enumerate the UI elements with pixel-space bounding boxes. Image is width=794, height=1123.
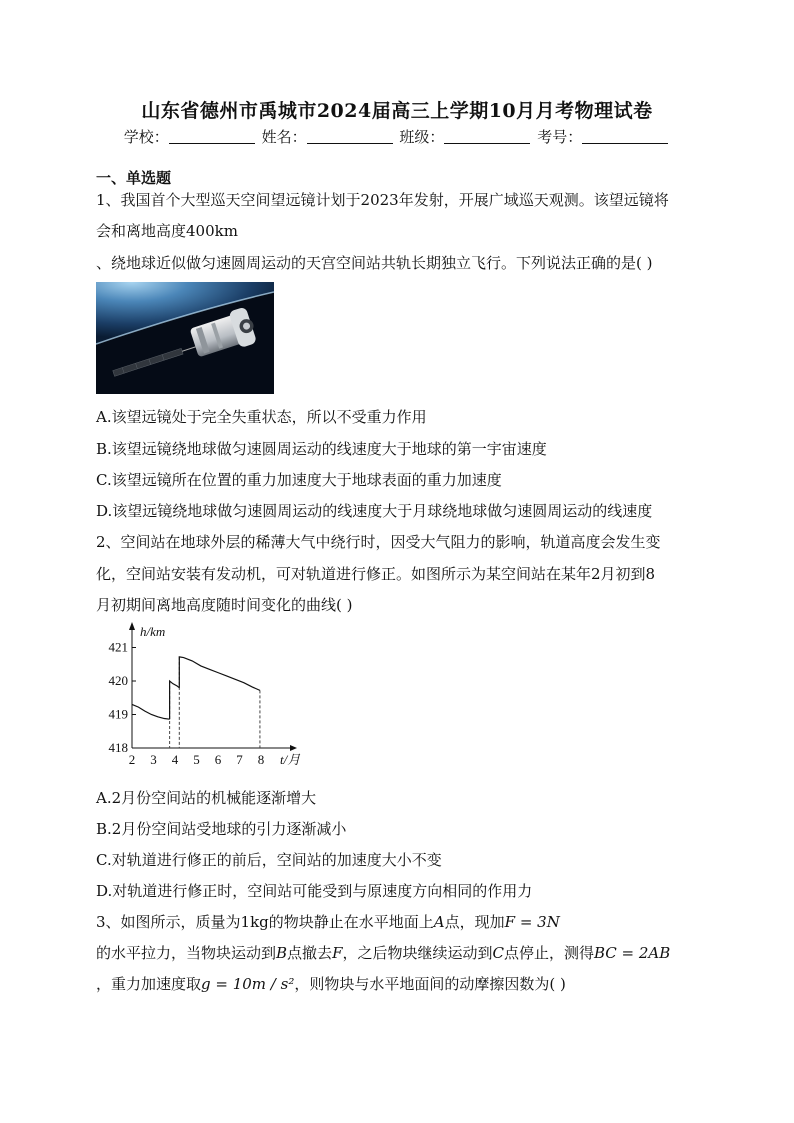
space-station-illustration: [96, 282, 274, 394]
q3-point-b: B: [276, 944, 288, 962]
altitude-chart: [96, 620, 316, 770]
y-tick-label: 418: [108, 740, 128, 755]
q1-line3: 、绕地球近似做匀速圆周运动的天宫空间站共轨长期独立飞行。下列说法正确的是( ): [96, 254, 653, 272]
y-tick-label: 419: [108, 706, 128, 722]
class-blank[interactable]: [444, 129, 530, 144]
x-tick-label: 7: [236, 752, 243, 767]
q3-line1: [96, 911, 560, 932]
q3-point-a: A: [433, 913, 445, 931]
y-axis-label: h/km: [140, 624, 166, 639]
student-info-line: [0, 126, 794, 147]
q3-line3: [96, 973, 566, 994]
class-label: 班级：: [399, 128, 445, 146]
school-blank[interactable]: [169, 129, 255, 144]
q2-option-a: A.2月份空间站的机械能逐渐增大: [96, 789, 317, 807]
name-label: 姓名：: [261, 128, 307, 146]
x-tick-label: 2: [128, 752, 136, 767]
q3-text: 的水平拉力，当物块运动到: [96, 944, 277, 962]
altitude-chart-svg: [96, 620, 316, 770]
y-tick-label: 420: [108, 673, 128, 688]
q3-text: ，重力加速度取: [96, 975, 202, 993]
altitude-curve-1: [170, 681, 180, 719]
q2-line2: 化，空间站安装有发动机，可对轨道进行修正。如图所示为某空间站在某年2月初到8: [96, 565, 656, 583]
q2-line1: 2、空间站在地球外层的稀薄大气中绕行时，因受大气阻力的影响，轨道高度会发生变: [96, 533, 661, 551]
x-tick-label: 6: [214, 752, 222, 767]
name-blank[interactable]: [307, 129, 393, 144]
q3-force: F = 3N: [504, 913, 560, 931]
q3-text: 3、如图所示，质量为1kg的物块静止在水平地面上: [96, 913, 434, 931]
q2-option-b: B.2月份空间站受地球的引力逐渐减小: [96, 820, 347, 838]
x-axis-label: t/月: [280, 752, 301, 767]
x-axis-arrow: [290, 745, 297, 751]
altitude-curve-0: [132, 704, 170, 719]
q3-point-c: C: [492, 944, 504, 962]
q1-option-d: D.该望远镜绕地球做匀速圆周运动的线速度大于月球绕地球做匀速圆周运动的线速度: [96, 502, 653, 520]
y-axis-arrow: [129, 622, 135, 630]
q3-text: 点，现加: [444, 913, 505, 931]
section-heading: 一、单选题: [96, 169, 172, 187]
exam-title: 山东省德州市禹城市2024届高三上学期10月月考物理试卷: [141, 100, 653, 122]
q2-option-d: D.对轨道进行修正时，空间站可能受到与原速度方向相同的作用力: [96, 882, 533, 900]
q3-gravity: g = 10m / s²: [201, 975, 295, 993]
q2-option-c: C.对轨道进行修正的前后，空间站的加速度大小不变: [96, 851, 442, 869]
q1-line1: 1、我国首个大型巡天空间望远镜计划于2023年发射，开展广域巡天观测。该望远镜将: [96, 191, 669, 209]
q3-text: ，则物块与水平地面间的动摩擦因数为( ): [294, 975, 566, 993]
x-tick-label: 8: [257, 752, 265, 767]
x-tick-label: 5: [193, 752, 200, 767]
q1-option-a: A.该望远镜处于完全失重状态，所以不受重力作用: [96, 408, 427, 426]
x-tick-label: 3: [150, 752, 157, 767]
q1-option-b: B.该望远镜绕地球做匀速圆周运动的线速度大于地球的第一宇宙速度: [96, 440, 547, 458]
y-tick-label: 421: [108, 639, 128, 655]
q3-line2: [96, 942, 670, 963]
number-label: 考号：: [537, 128, 583, 146]
q1-option-c: C.该望远镜所在位置的重力加速度大于地球表面的重力加速度: [96, 471, 502, 489]
q3-text: 点撤去: [287, 944, 333, 962]
space-station-image: [96, 282, 274, 394]
q2-line3: 月初期间离地高度随时间变化的曲线( ): [96, 596, 353, 614]
number-blank[interactable]: [582, 129, 668, 144]
x-tick-label: 4: [171, 752, 179, 767]
q3-force-symbol: F: [332, 944, 343, 962]
q1-line2: 会和离地高度400km: [96, 222, 238, 240]
q3-relation: BC = 2AB: [594, 944, 671, 962]
q3-text: ，之后物块继续运动到: [342, 944, 493, 962]
school-label: 学校：: [123, 128, 169, 146]
altitude-curve-2: [179, 657, 260, 691]
q3-text: 点停止，测得: [503, 944, 594, 962]
